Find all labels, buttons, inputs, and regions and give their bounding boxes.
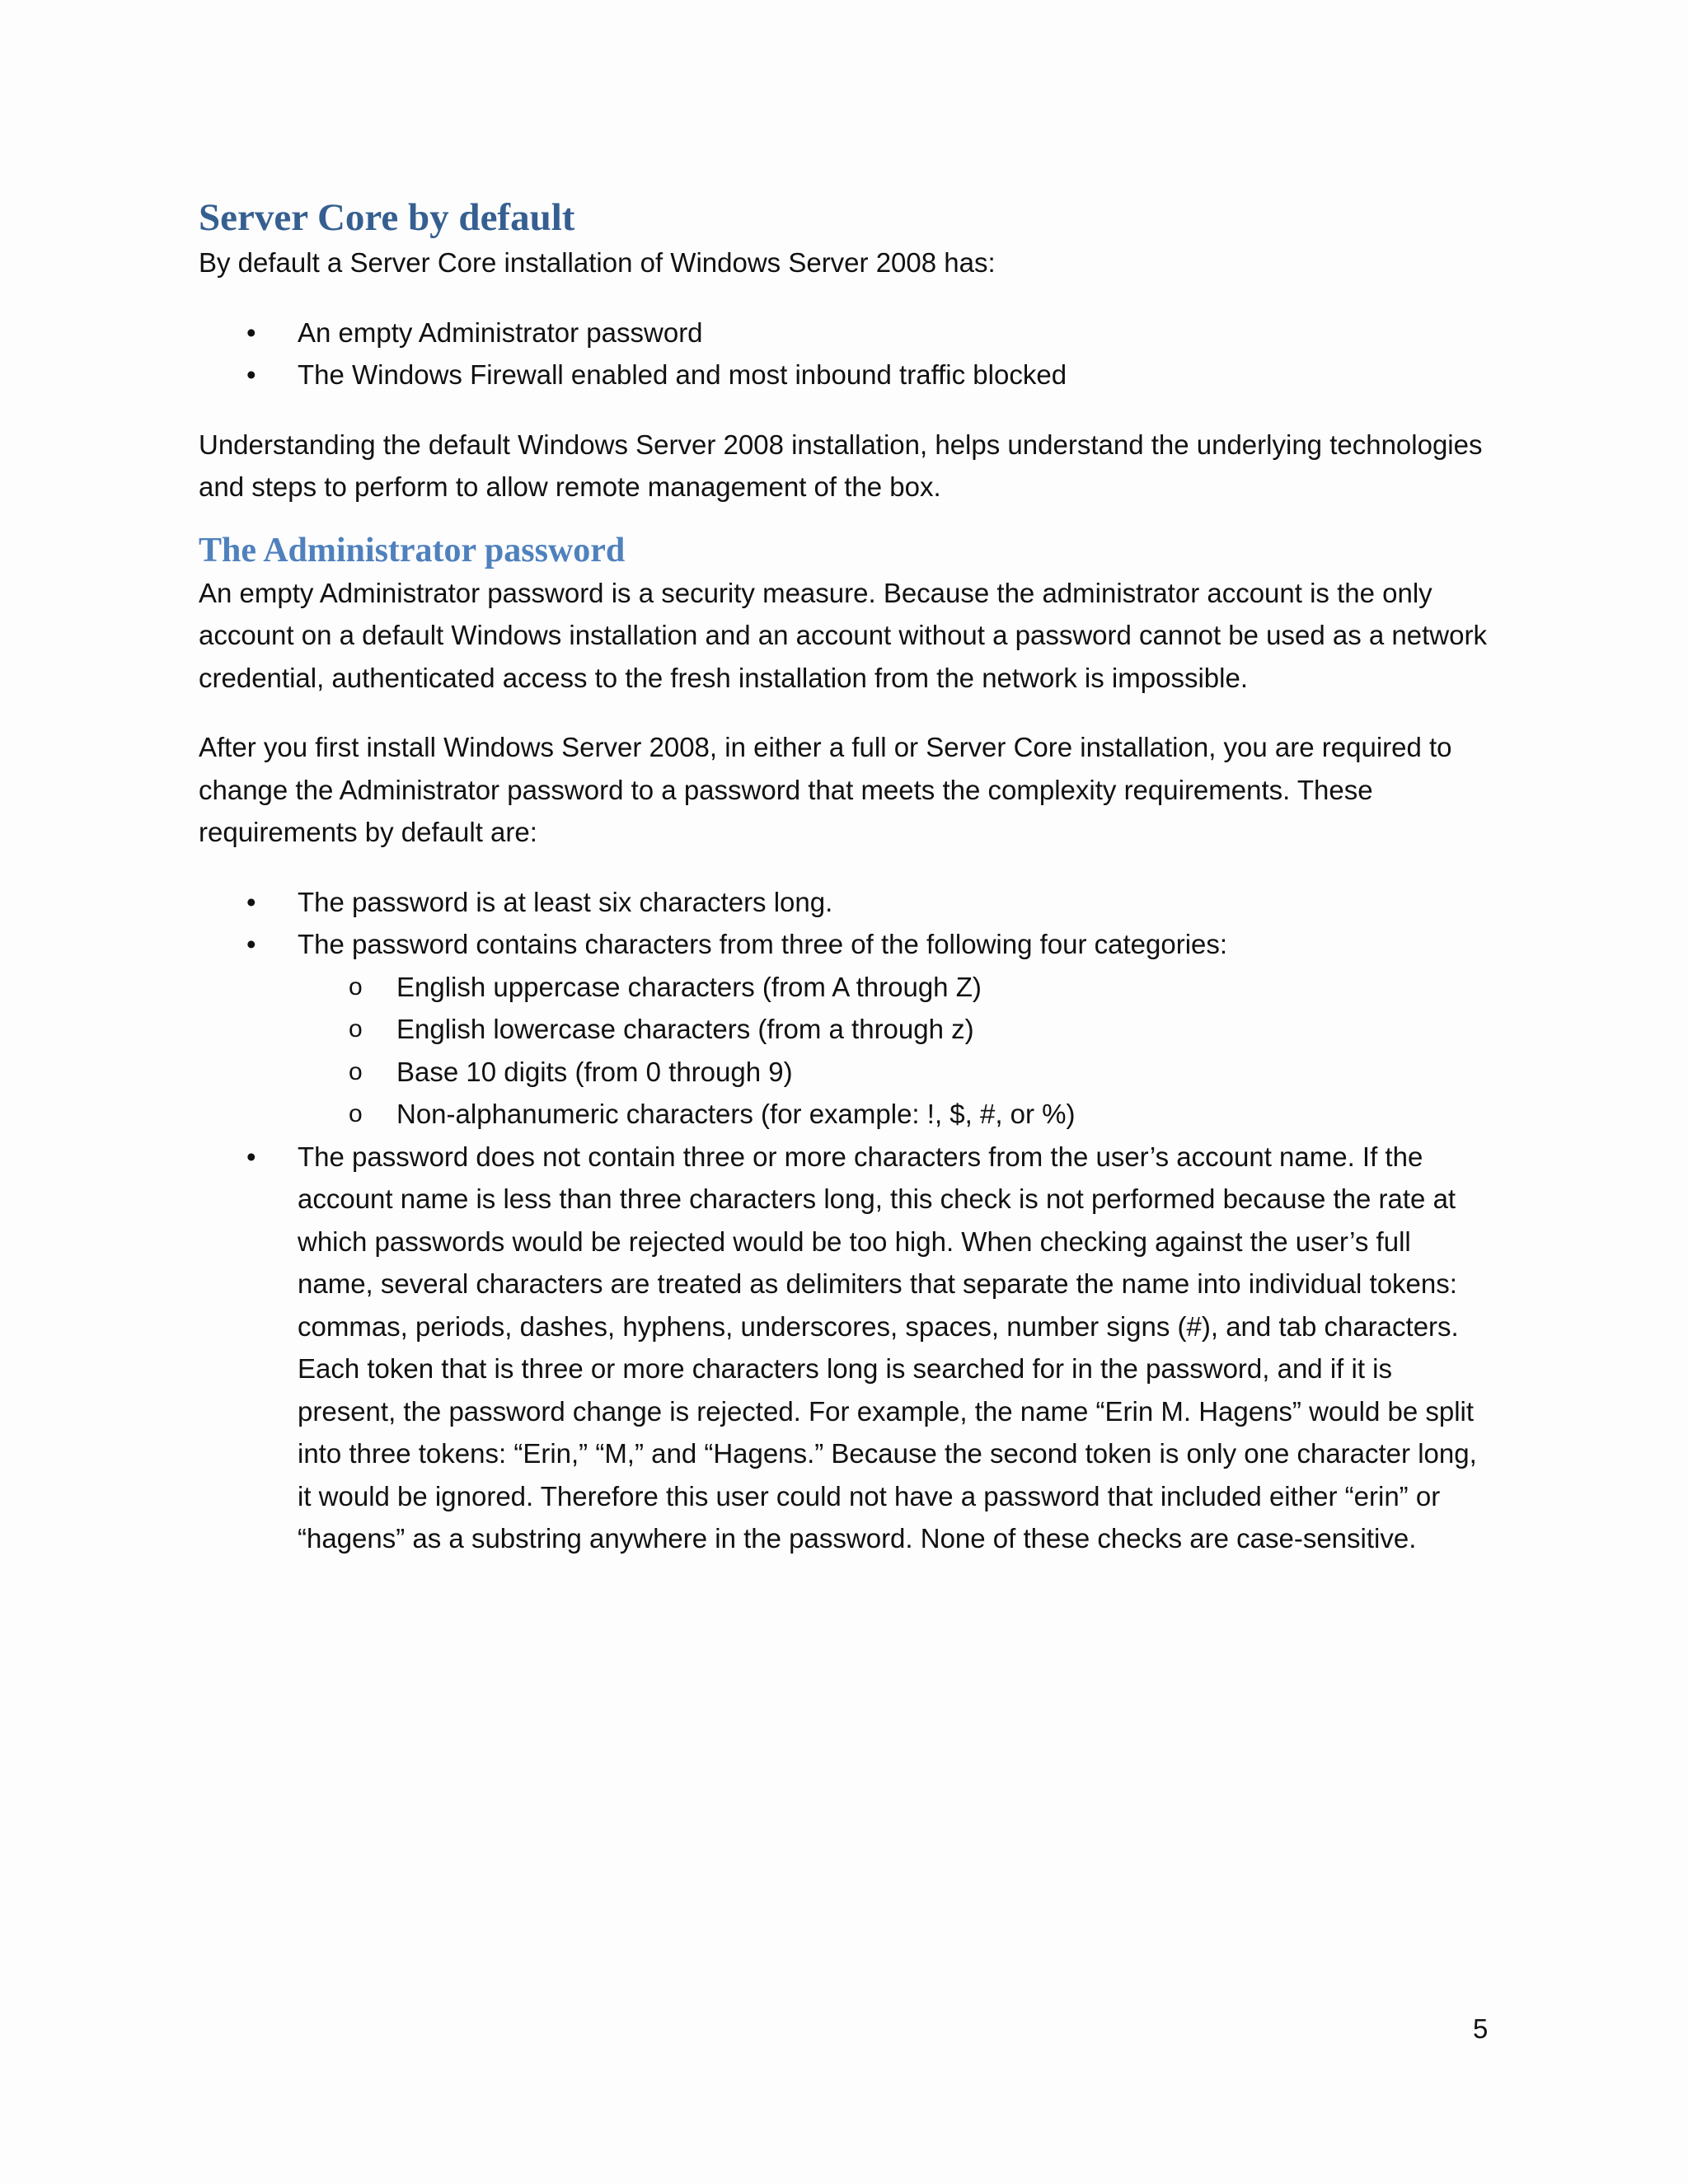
bullet-icon: • [246, 359, 256, 390]
bullet-icon: • [246, 886, 256, 917]
install-paragraph: After you first install Windows Server 2008, in either a full or Server Core installation, you are required to change the Administrator password to a password that meets the complexity requirements. These requirements by default are: [199, 732, 1452, 847]
circle-bullet-icon: o [349, 1015, 363, 1043]
bullet-icon: • [246, 316, 256, 348]
section-heading-server-core: Server Core by default [199, 196, 575, 239]
admin-password-paragraph: An empty Administrator password is a security measure. Because the administrator account is the only account on a default Windows installation and an account without a password cannot be used as a network credential, authenticated access to the fresh installation from the network is impossible. [199, 577, 1487, 693]
understanding-paragraph: Understanding the default Windows Server 2008 installation, helps understand the underlying technologies and steps to perform to allow remote management of the box. [199, 429, 1483, 502]
bullet-icon: • [246, 929, 256, 959]
list-item-text: The password does not contain three or more characters from the user’s account name. If the account name is less than three characters long, this check is not performed because the rate at which passwords would be rejected would be too high. When checking against the user’s full name, several characters are treated as delimiters that separate the name into individual tokens: commas, periods, dashes, hyphens, underscores, spaces, number signs (#), and tab characters. Each token that is three or more characters long is searched for in the password, and if it is present, the password change is rejected. For example, the name “Erin M. Hagens” would be split into three tokens: “Erin,” “M,” and “Hagens.” Because the second token is only one character long, it would be ignored. Therefore this user could not have a password that included either “erin” or “hagens” as a substring anywhere in the password. None of these checks are case-sensitive. [298, 1141, 1477, 1554]
sub-list-item-text: English lowercase characters (from a through z) [396, 1014, 974, 1044]
list-item [199, 923, 1493, 1136]
sub-list-item-text: English uppercase characters (from A through Z) [396, 971, 982, 1002]
document-page [199, 194, 1493, 1560]
intro-paragraph: By default a Server Core installation of Windows Server 2008 has: [199, 247, 996, 278]
sub-list-item-text: Base 10 digits (from 0 through 9) [396, 1056, 793, 1087]
sub-list-item [298, 1008, 1493, 1051]
sub-list-item [298, 1093, 1493, 1136]
list-item-text: An empty Administrator password [298, 316, 703, 348]
sub-list-item [298, 966, 1493, 1009]
circle-bullet-icon: o [349, 1057, 363, 1085]
circle-bullet-icon: o [349, 972, 363, 1001]
list-item-text: The password is at least six characters long. [298, 886, 833, 917]
categories-list [298, 966, 1493, 1136]
list-item [199, 881, 1493, 924]
list-item-text: The Windows Firewall enabled and most inbound traffic blocked [298, 359, 1067, 390]
sub-list-item [298, 1051, 1493, 1094]
circle-bullet-icon: o [349, 1100, 363, 1127]
section-heading-admin-password: The Administrator password [199, 531, 626, 569]
list-item [199, 354, 1493, 396]
default-settings-list [199, 312, 1493, 396]
list-item-text: The password contains characters from three of the following four categories: [298, 929, 1228, 959]
sub-list-item-text: Non-alphanumeric characters (for example: !, $, #, or %) [396, 1099, 1076, 1129]
list-item [199, 1136, 1493, 1560]
bullet-icon: • [246, 1141, 256, 1172]
list-item [199, 312, 1493, 354]
requirements-list [199, 881, 1493, 1560]
page-number: 5 [1473, 2013, 1489, 2044]
